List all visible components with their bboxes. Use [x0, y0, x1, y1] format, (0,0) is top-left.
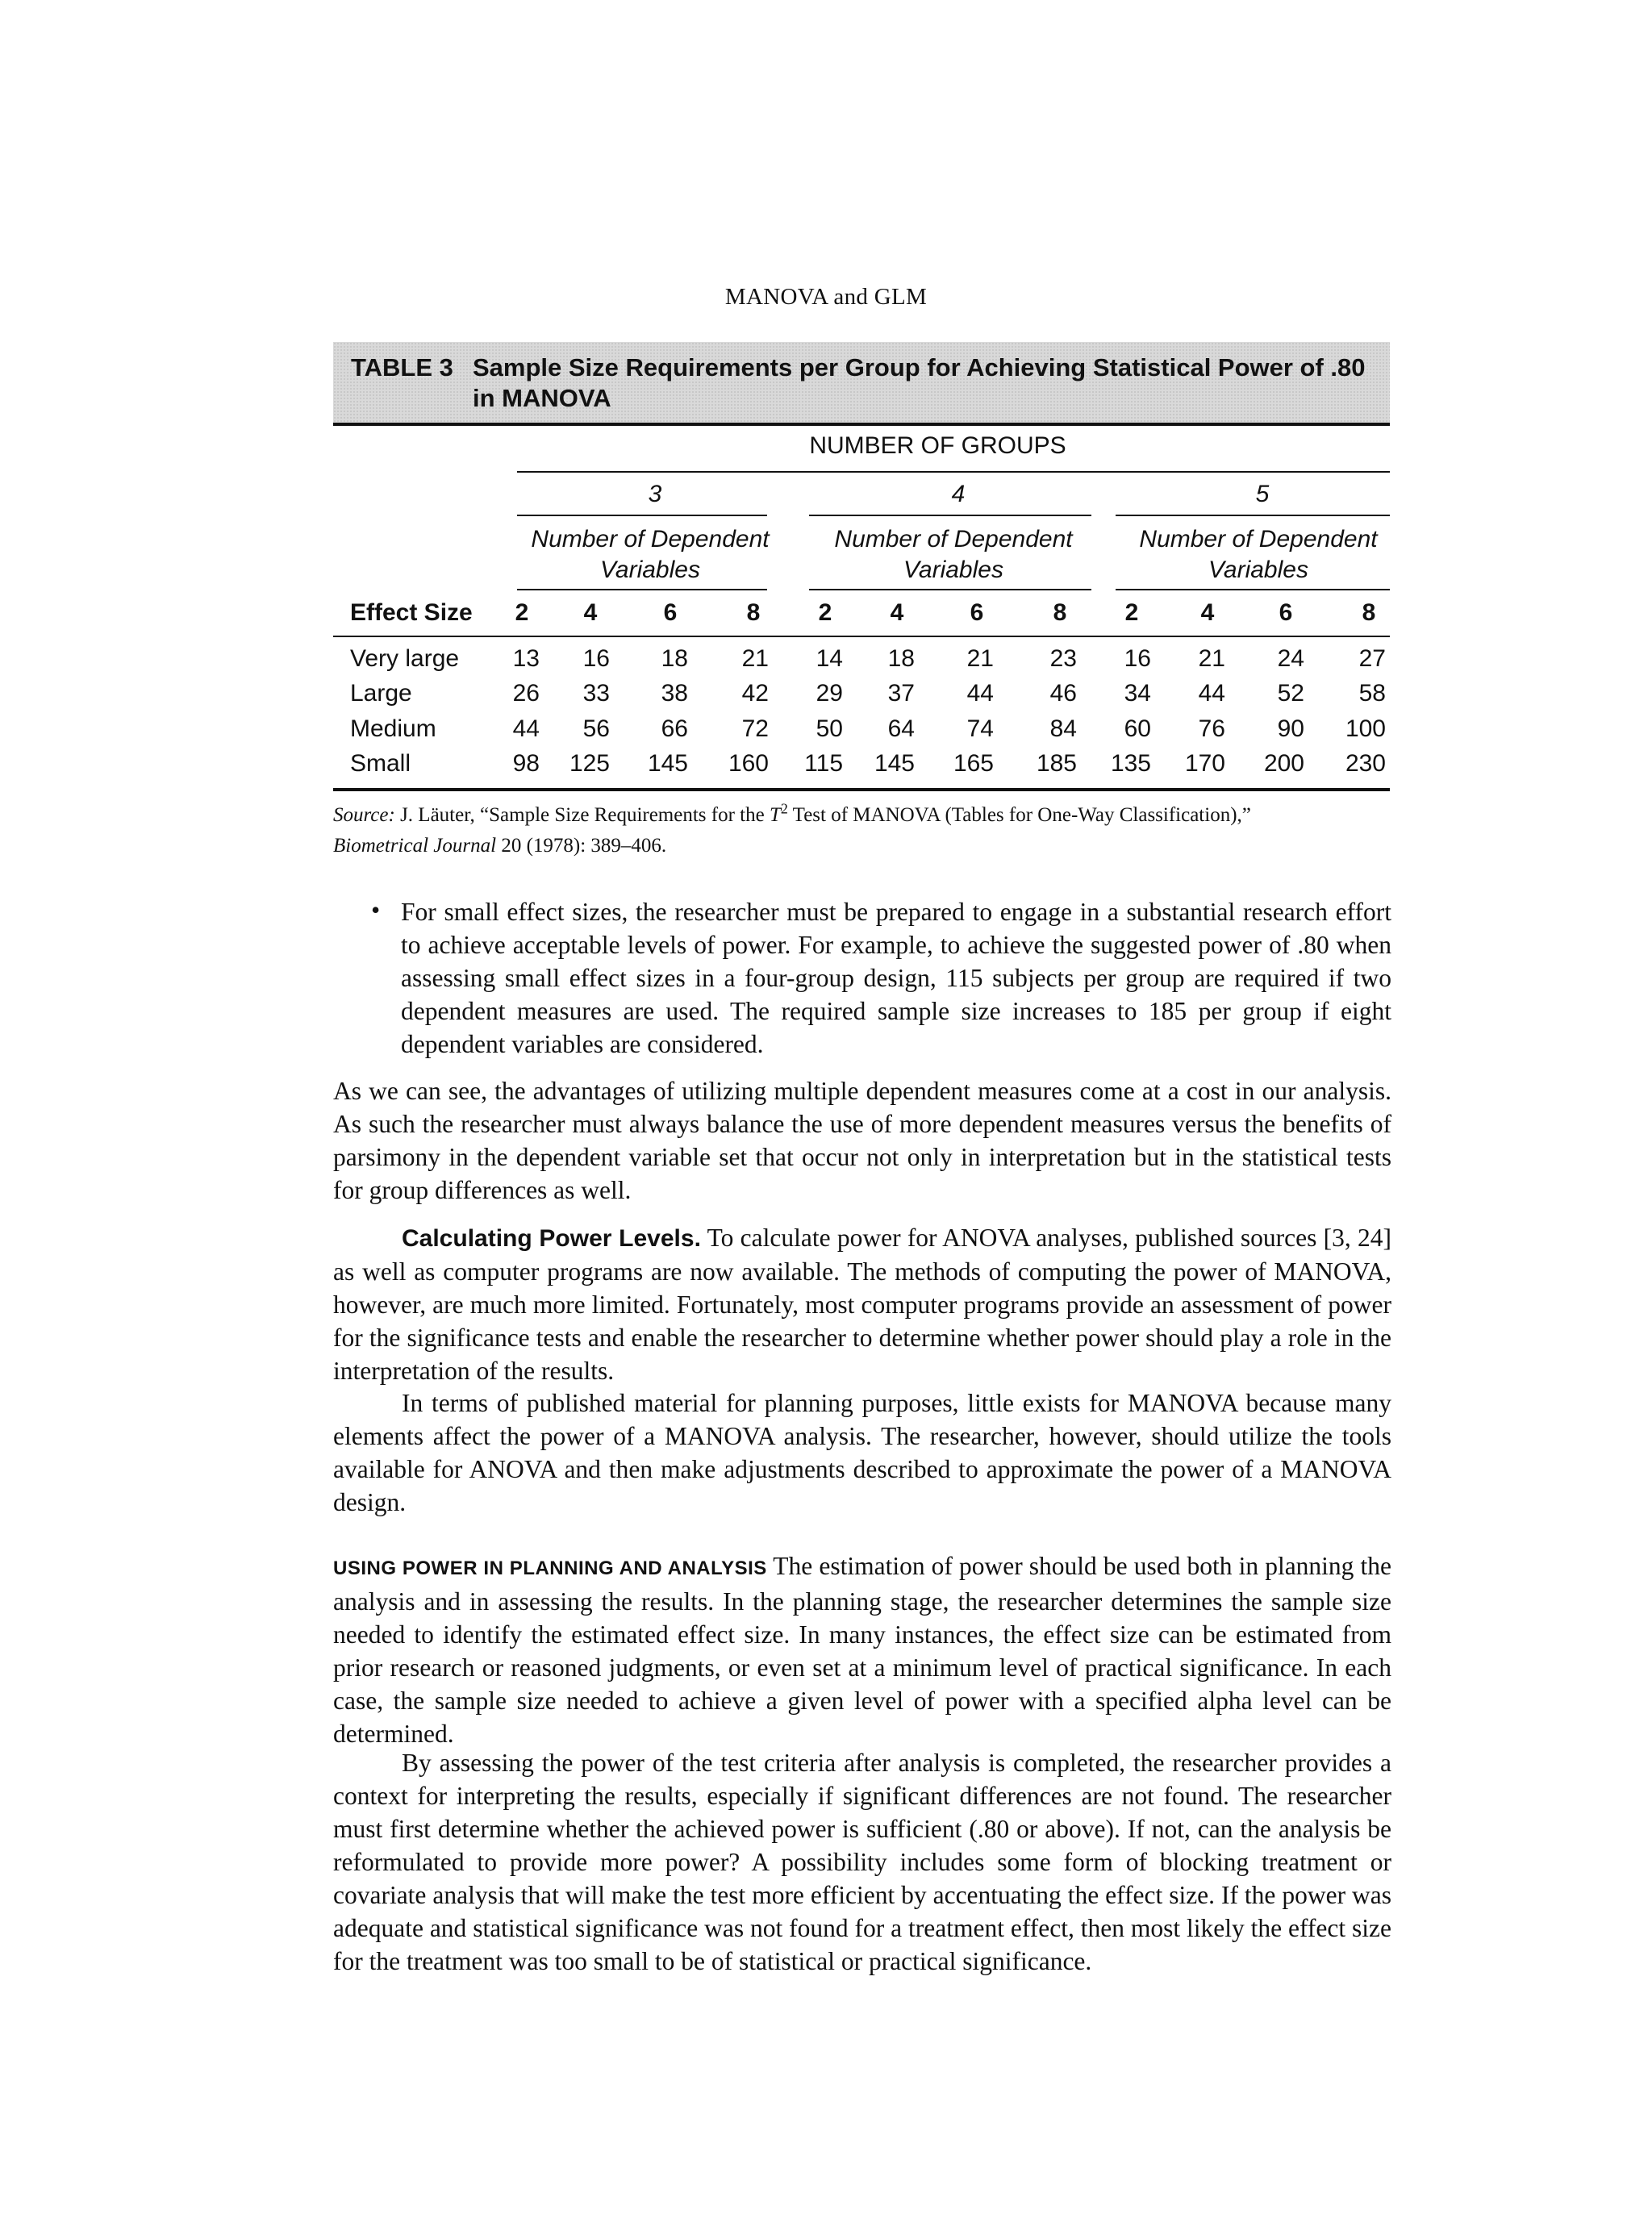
table-cell: 84 [1049, 715, 1077, 742]
group-5-rule [1116, 515, 1390, 516]
table-cell: 44 [512, 715, 540, 742]
source-journal: Biometrical Journal [333, 835, 497, 857]
header-bottom-rule [333, 636, 1390, 637]
table-cell: 13 [512, 645, 540, 672]
table-cell: 26 [512, 680, 540, 707]
table-cell: 21 [1198, 645, 1225, 672]
table-cell: 21 [966, 645, 994, 672]
col-head: 6 [1279, 599, 1293, 626]
group-3-label: 3 [648, 481, 662, 507]
table-cell: 60 [1124, 715, 1151, 742]
row-label: Large [350, 680, 412, 707]
source-text-c: 20 (1978): 389–406. [496, 835, 667, 857]
table-cell: 52 [1277, 680, 1304, 707]
group-3-subheader: Number of Dependent Variables [531, 526, 770, 583]
row-label: Medium [350, 715, 436, 742]
table-cell: 21 [741, 645, 769, 672]
table-cell: 38 [661, 680, 688, 707]
table-cell: 145 [874, 750, 915, 777]
table-bottom-rule [333, 788, 1390, 791]
table-cell: 100 [1345, 715, 1386, 742]
group-5-subheader: Number of Dependent Variables [1139, 526, 1378, 583]
source-text-a: J. Läuter, “Sample Size Requirements for the [400, 804, 770, 826]
row-label: Small [350, 750, 411, 777]
paragraph-2-text: To calculate power for ANOVA analyses, published sources [3, 24] as well as computer programs are now available. The methods of computing the power of MANOVA, however, are much more limited. Fortunately, most computer programs provide an assessment of power for the significance tests and enable the researcher to determine whether power should play a role in the interpretation of the results. [333, 1224, 1391, 1385]
table-cell: 66 [661, 715, 688, 742]
table-cell: 27 [1358, 645, 1386, 672]
group-4-label: 4 [951, 481, 966, 507]
table-cell: 34 [1124, 680, 1151, 707]
table-cell: 125 [569, 750, 610, 777]
sub-4-rule [809, 589, 1091, 590]
table-cell: 170 [1184, 750, 1225, 777]
group-4-rule [809, 515, 1091, 516]
table-cell: 200 [1263, 750, 1304, 777]
table-cell: 29 [816, 680, 843, 707]
table-cell: 58 [1358, 680, 1386, 707]
col-head: 8 [1053, 599, 1067, 626]
paragraph-4-text: The estimation of power should be used both in planning the analysis and in assessing the results. In the planning stage, the researcher determines the sample size needed to identify the estimated effect size. In many instances, the effect size can be estimated from prior research or reasoned judgments, or even set at a minimum level of practical significance. In each case, the sample size needed to achieve a given level of power with a specified alpha level can be determined. [333, 1552, 1391, 1748]
paragraph-1: As we can see, the advantages of utilizing multiple dependent measures come at a cost in our analysis. As such the researcher must always balance the use of more dependent measures versus the benefits of parsimony in the dependent variable set that occur not only in interpretation but in the statistical tests for group differences as well. [333, 1077, 1391, 1204]
groups-rule [517, 471, 1390, 473]
bullet-glyph: • [371, 895, 381, 924]
table-source [333, 800, 1390, 861]
group-5-label: 5 [1255, 481, 1270, 507]
table-cell: 74 [966, 715, 994, 742]
table-cell: 37 [887, 680, 915, 707]
table-cell: 46 [1049, 680, 1077, 707]
col-head: 8 [1362, 599, 1376, 626]
group-4-subheader: Number of Dependent Variables [834, 526, 1073, 583]
paragraph-5: By assessing the power of the test criteria after analysis is completed, the researcher provides a context for interpreting the results, especially if significant differences are not found. The researcher must first determine whether the achieved power is sufficient (.80 or above). If not, can the analysis be reformulated to provide more power? A possibility includes some form of blocking treatment or covariate analysis that will make the test more efficient by accentuating the effect size. If the power was adequate and statistical significance was not found for a treatment effect, then most likely the effect size for the treatment was too small to be of statistical or practical significance. [333, 1749, 1391, 1975]
table-cell: 98 [512, 750, 540, 777]
col-head: 2 [818, 599, 832, 626]
effect-size-header: Effect Size [350, 599, 473, 626]
table-cell: 160 [728, 750, 769, 777]
sub-3-rule [517, 589, 767, 590]
source-text-b: Test of MANOVA (Tables for One-Way Classification),” [787, 804, 1251, 826]
col-head: 2 [515, 599, 529, 626]
page-header: MANOVA and GLM [724, 284, 928, 310]
col-head: 6 [663, 599, 678, 626]
table-cell: 72 [741, 715, 769, 742]
table-cell: 90 [1277, 715, 1304, 742]
table-cell: 135 [1110, 750, 1151, 777]
table-cell: 56 [582, 715, 610, 742]
col-head: 2 [1124, 599, 1139, 626]
sub-5-rule [1116, 589, 1390, 590]
table-cell: 185 [1036, 750, 1077, 777]
table-cell: 42 [741, 680, 769, 707]
table-cell: 230 [1345, 750, 1386, 777]
table-cell: 18 [661, 645, 688, 672]
table-caption [333, 342, 1390, 426]
group-3-rule [517, 515, 767, 516]
groups-header: NUMBER OF GROUPS [809, 432, 1066, 459]
table-cell: 165 [953, 750, 994, 777]
table-cell: 44 [1198, 680, 1225, 707]
table-cell: 16 [1124, 645, 1151, 672]
col-head: 6 [970, 599, 984, 626]
table-cell: 76 [1198, 715, 1225, 742]
table-cell: 145 [647, 750, 688, 777]
source-prefix: Source: [333, 804, 395, 826]
table-cell: 18 [887, 645, 915, 672]
table-cell: 14 [816, 645, 843, 672]
source-sup: 2 [780, 800, 788, 817]
table-title: Sample Size Requirements per Group for Achieving Statistical Power of .80 in MANOVA [473, 353, 1366, 412]
paragraph-2-heading: Calculating Power Levels. [402, 1225, 701, 1252]
col-head: 4 [1200, 599, 1215, 626]
table-cell: 44 [966, 680, 994, 707]
col-head: 4 [890, 599, 904, 626]
table-cell: 64 [887, 715, 915, 742]
section-heading: USING POWER IN PLANNING AND ANALYSIS [333, 1557, 767, 1579]
table-cell: 24 [1277, 645, 1304, 672]
table-cell: 23 [1049, 645, 1077, 672]
paragraph-2 [333, 1221, 1391, 1387]
table-cell: 33 [582, 680, 610, 707]
col-head: 8 [746, 599, 761, 626]
paragraph-4 [333, 1549, 1391, 1750]
paragraph-3: In terms of published material for planning purposes, little exists for MANOVA because many elements affect the power of a MANOVA analysis. The researcher, however, should utilize the tools available for ANOVA and then make adjustments described to approximate the power of a MANOVA design. [333, 1389, 1391, 1516]
table-label: TABLE 3 [351, 353, 453, 382]
row-label: Very large [350, 645, 460, 672]
col-head: 4 [583, 599, 598, 626]
table-cell: 115 [804, 750, 843, 777]
source-t: T [769, 804, 781, 826]
bullet-text: For small effect sizes, the researcher must be prepared to engage in a substantial research effort to achieve acceptable levels of power. For example, to achieve the suggested power of .80 when assessing small effect sizes in a four-group design, 115 subjects per group are required if two dependent measures are used. The required sample size increases to 185 per group if eight dependent variables are considered. [401, 898, 1391, 1058]
table-cell: 16 [582, 645, 610, 672]
table-cell: 50 [816, 715, 843, 742]
